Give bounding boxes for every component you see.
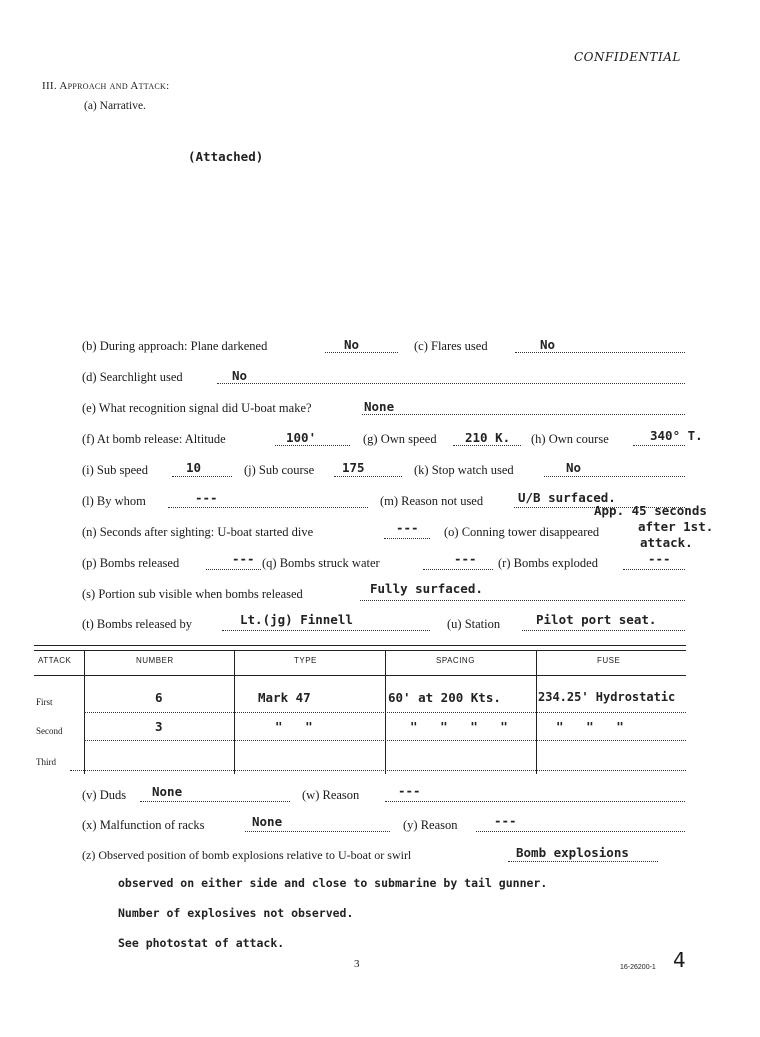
field-i-value: 10 [186,460,202,475]
table-row-second-attack: Second [36,726,63,736]
field-y-value: --- [494,813,517,828]
field-z-label: (z) Observed position of bomb explosions relative to U-boat or swirl [82,848,412,862]
table-row-second-type: " " [275,719,313,734]
field-n-value: --- [396,520,419,535]
table-row-first-fuse: 234.25' Hydrostatic [538,690,676,704]
field-q-label: (q) Bombs struck water [262,556,380,570]
field-g-value: 210 K. [465,430,511,445]
section-title: III. Approach and Attack: [42,80,170,92]
field-u-value: Pilot port seat. [536,612,657,627]
field-u-label: (u) Station [447,617,501,631]
field-h-value: 340° T. [650,428,703,443]
table-row-first-attack: First [36,697,53,707]
field-k-value: No [566,460,582,475]
field-z-value-line3: Number of explosives not observed. [118,906,354,920]
field-z-value-line2: observed on either side and close to submarine by tail gunner. [118,876,548,890]
field-m-label: (m) Reason not used [380,494,484,508]
field-l-label: (l) By whom [82,494,146,508]
field-o-value-line2: after 1st. [638,519,714,534]
table-header-number: NUMBER [136,656,174,665]
form-code: 16-26200-1 [620,964,656,971]
field-j-label: (j) Sub course [244,463,315,477]
table-row-first-type: Mark 47 [258,690,311,705]
table-header-type: TYPE [294,656,317,665]
field-o-value-line3: attack. [640,535,693,550]
field-e-label: (e) What recognition signal did U-boat make? [82,401,312,415]
field-m-value: U/B surfaced. [518,490,616,505]
field-l-value: --- [195,490,218,505]
field-b-label: (b) During approach: Plane darkened [82,339,268,353]
field-q-value: --- [454,551,477,566]
table-header-attack: ATTACK [38,656,72,665]
handwritten-page-mark: 4 [673,948,686,972]
field-s-label: (s) Portion sub visible when bombs released [82,587,303,601]
field-e-value: None [364,399,395,414]
field-t-value: Lt.(jg) Finnell [240,612,353,627]
field-p-value: --- [232,551,255,566]
field-d-value: No [232,368,248,383]
table-row-second-spacing: " " " " [410,719,508,734]
field-z-value-line4: See photostat of attack. [118,936,285,950]
field-k-label: (k) Stop watch used [414,463,514,477]
field-i-label: (i) Sub speed [82,463,148,477]
field-f-value: 100' [286,430,317,445]
classification-marking: CONFIDENTIAL [574,50,681,64]
field-b-value: No [344,337,360,352]
field-c-label: (c) Flares used [414,339,488,353]
field-x-label: (x) Malfunction of racks [82,818,205,832]
field-v-label: (v) Duds [82,788,127,802]
field-s-value: Fully surfaced. [370,581,483,596]
field-t-label: (t) Bombs released by [82,617,193,631]
narrative-label: (a) Narrative. [84,100,146,112]
field-f-label: (f) At bomb release: Altitude [82,432,226,446]
field-n-label: (n) Seconds after sighting: U-boat started dive [82,525,314,539]
table-header-spacing: SPACING [436,656,475,665]
field-o-value-line1: App. 45 seconds [594,503,707,518]
field-d-label: (d) Searchlight used [82,370,183,384]
field-h-label: (h) Own course [531,432,609,446]
field-z-value-line1: Bomb explosions [516,845,629,860]
table-row-first-number: 6 [155,690,163,705]
field-p-label: (p) Bombs released [82,556,180,570]
field-o-label: (o) Conning tower disappeared [444,525,600,539]
field-g-label: (g) Own speed [363,432,437,446]
page-number: 3 [354,958,360,970]
narrative-value: (Attached) [188,149,264,164]
field-j-value: 175 [342,460,365,475]
field-w-value: --- [398,783,421,798]
table-row-third-attack: Third [36,757,56,767]
table-row-second-number: 3 [155,719,163,734]
field-v-value: None [152,784,183,799]
field-r-value: --- [648,551,671,566]
table-row-second-fuse: " " " [556,719,624,734]
field-c-value: No [540,337,556,352]
table-header-fuse: FUSE [597,656,621,665]
table-row-first-spacing: 60' at 200 Kts. [388,690,501,705]
field-x-value: None [252,814,283,829]
field-w-label: (w) Reason [302,788,360,802]
field-y-label: (y) Reason [403,818,458,832]
field-r-label: (r) Bombs exploded [498,556,598,570]
